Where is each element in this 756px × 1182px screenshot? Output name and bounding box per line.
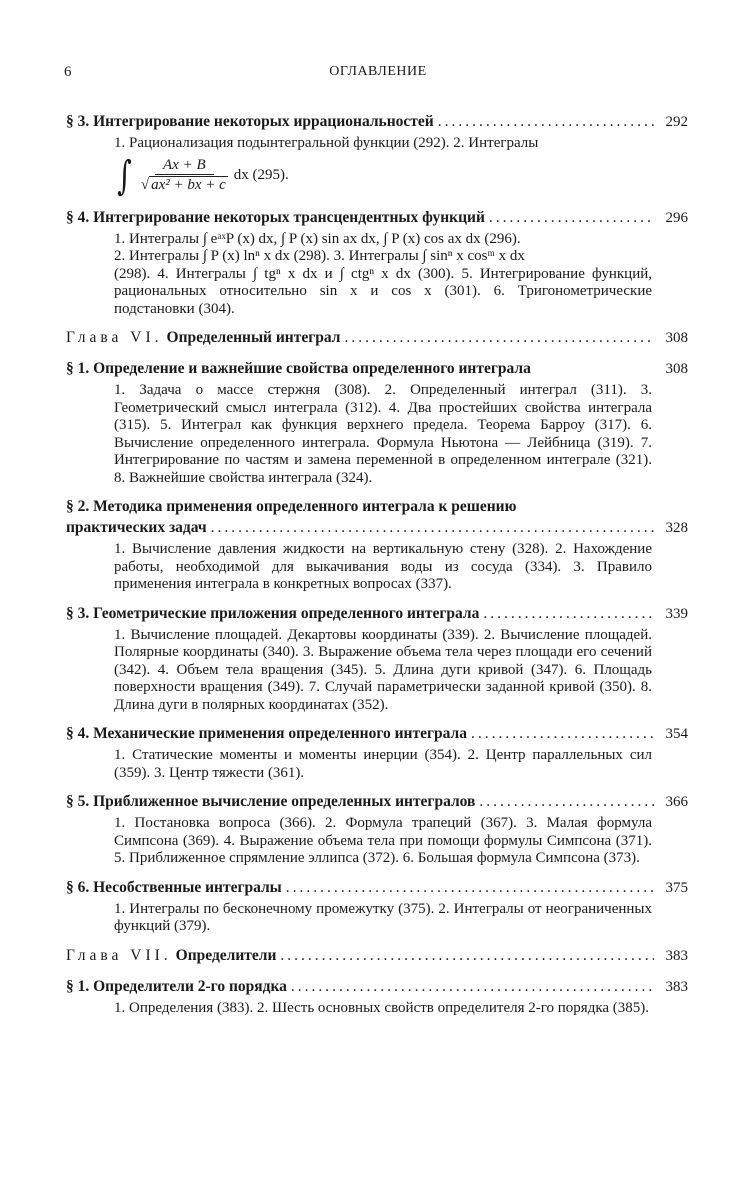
table-of-contents <box>66 111 688 1026</box>
chapter-label: Глава VI. <box>66 329 163 346</box>
toc-entry <box>66 496 688 594</box>
entry-title[interactable]: § 4. Интегрирование некоторых трансцендентных функций <box>66 208 485 226</box>
leader-dots <box>280 945 654 966</box>
leader-dots <box>479 791 654 812</box>
leader-dots <box>211 517 654 538</box>
toc-chapter <box>66 945 688 967</box>
entry-page: 383 <box>665 947 688 964</box>
entry-page: 366 <box>665 794 688 810</box>
running-header <box>64 64 692 84</box>
toc-entry <box>66 877 688 936</box>
entry-subtopics: 1. Вычисление площадей. Декартовы координаты (339). 2. Вычисление площадей. Полярные координаты (340). 3. Выражение объема тела через площади его сечений (342). 4. Объем тела вращения (345). 5. Длина дуги кривой (347). 6. Площадь поверхности вращения (349). 7. Случай параметрически заданной кривой (350). 8. Длина дуги в полярных координатах (352). <box>114 626 652 713</box>
toc-entry <box>66 603 688 715</box>
entry-page: 339 <box>665 605 688 622</box>
entry-subtopics: 1. Вычисление давления жидкости на вертикальную стену (328). 2. Нахождение работы, необходимой для выкачивания воды из сосуда (334). 3. Правило применения интеграла в конкретных вопросах (337). <box>114 541 652 592</box>
integral-formula: ∫ $\frac{Ax + B}{\text{√ ax² + bx + c}}$ dx (295). <box>117 152 289 199</box>
entry-subtopics: 1. Интегралы по бесконечному промежутку (375). 2. Интегралы от неограниченных функций (379). <box>114 900 652 934</box>
chapter-title[interactable]: Определенный интеграл <box>166 329 341 346</box>
formula-denominator: ax² + bx + c <box>151 177 226 193</box>
entry-title[interactable]: § 1. Определители 2-го порядка <box>66 977 287 995</box>
entry-page: 292 <box>665 114 688 130</box>
entry-page: 296 <box>665 209 688 226</box>
integral-sign-icon: ∫ <box>117 152 132 199</box>
toc-chapter <box>66 327 688 349</box>
toc-entry <box>66 207 688 319</box>
entry-subtopics: 1. Статические моменты и моменты инерции (354). 2. Центр параллельных сил (359). 3. Центр тяжести (361). <box>114 747 652 781</box>
entry-page: 354 <box>665 726 688 742</box>
toc-entry <box>66 358 688 487</box>
entry-page: 375 <box>665 879 688 896</box>
entry-subtopics: 1. Интегралы ∫ eᵃˣP (x) dx, ∫ P (x) sin ax dx, ∫ P (x) cos ax dx (296). 2. Интегралы ∫ P (x) lnⁿ x dx (298). 3. Интегралы ∫ sinⁿ x cosᵐ x dx (298). 4. Интегралы ∫ tgⁿ x dx и ∫ ctgⁿ x dx (300). 5. Интегрирование функций, рациональных относительно sin x и cos x (301). 6. Тригонометрические подстановки (304). <box>114 230 652 317</box>
entry-title[interactable]: § 4. Механические применения определенного интеграла <box>66 725 467 742</box>
entry-page: 328 <box>665 520 688 536</box>
toc-entry <box>66 976 688 1018</box>
leader-dots <box>438 111 654 132</box>
entry-subtopics: 1. Постановка вопроса (366). 2. Формула трапеций (367). 3. Малая формула Симпсона (369). 4. Выражение объема тела при помощи формулы Симпсона (371). 5. Приближенное спрямление эллипса (372). 6. Большая формула Симпсона (373). <box>114 815 652 866</box>
entry-title[interactable]: § 1. Определение и важнейшие свойства определенного интеграла <box>66 360 531 377</box>
chapter-title[interactable]: Определители <box>175 946 277 964</box>
entry-title[interactable]: § 3. Интегрирование некоторых иррациональностей <box>66 113 434 130</box>
entry-subtopics: 1. Определения (383). 2. Шесть основных свойств определителя 2-го порядка (385). <box>114 999 650 1016</box>
leader-dots <box>286 877 654 898</box>
leader-dots <box>471 723 654 744</box>
entry-title[interactable]: § 5. Приближенное вычисление определенных интегралов <box>66 793 476 810</box>
formula-numerator: Ax + B <box>155 156 214 175</box>
formula-after: dx (295). <box>233 166 289 183</box>
toc-entry <box>66 111 688 198</box>
leader-dots <box>291 976 654 997</box>
leader-dots <box>489 207 654 228</box>
leader-dots <box>344 327 654 348</box>
entry-title-line2[interactable]: практических задач <box>66 519 207 536</box>
page-title: ОГЛАВЛЕНИЕ <box>329 64 427 79</box>
entry-page: 308 <box>665 361 688 377</box>
page-number: 6 <box>64 64 72 80</box>
chapter-label: Глава VII. <box>66 946 172 964</box>
entry-title-line1[interactable]: § 2. Методика применения определенного интеграла к решению <box>66 498 517 515</box>
toc-entry <box>66 723 688 782</box>
entry-page: 383 <box>665 978 688 995</box>
entry-page: 308 <box>665 330 688 346</box>
entry-subtopics: 1. Рационализация подынтегральной функции (292). 2. Интегралы ∫ $\frac{Ax + B}{\text{√ ax² + bx + c}}$ dx (295). <box>114 135 652 198</box>
entry-title[interactable]: § 6. Несобственные интегралы <box>66 878 282 896</box>
toc-entry <box>66 791 688 868</box>
leader-dots <box>483 603 654 624</box>
entry-title[interactable]: § 3. Геометрические приложения определенного интеграла <box>66 604 480 622</box>
entry-subtopics: 1. Задача о массе стержня (308). 2. Определенный интеграл (311). 3. Геометрический смысл интеграла (312). 4. Два простейших свойства интеграла (315). 5. Интеграл как функция верхнего предела. Теорема Барроу (317). 6. Вычисление определенного интеграла. Формула Ньютона — Лейбница (319). 7. Интегрирование по частям и замена переменной в определенном интеграле (321). 8. Важнейшие свойства интеграла (324). <box>114 382 652 486</box>
